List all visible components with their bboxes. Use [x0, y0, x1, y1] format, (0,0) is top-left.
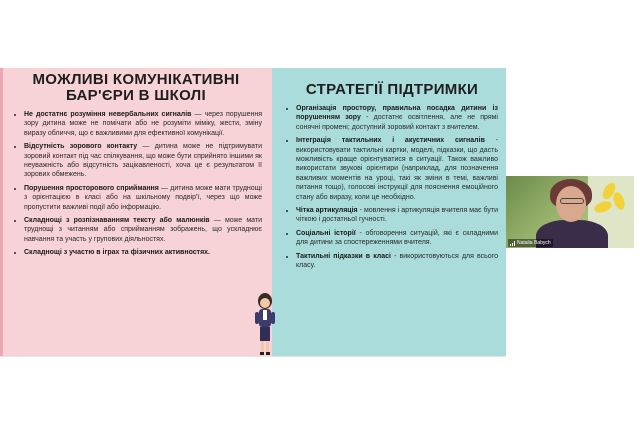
list-item: • Складнощі з розпізнаванням тексту або малюнків — може мати труднощі з читанням або сприйманням зображень, що ускладнює навчання та участь у групових діяльностях. — [24, 216, 262, 244]
barriers-panel — [0, 68, 272, 356]
list-item: • Організація простору, правильна посадка дитини із порушенням зору - достатнє освітлення, але не прямі сонячні промені; доступний зоровий контакт з вчителем. — [296, 104, 498, 132]
teacher-illustration — [252, 292, 278, 358]
signal-strength-icon — [510, 241, 515, 246]
list-item: • Чітка артикуляція - мовлення і артикуляція вчителя має бути чіткою і достатньої гучності. — [296, 206, 498, 225]
strategies-panel — [272, 68, 506, 356]
participant-face — [556, 186, 586, 222]
list-item: • Порушення просторового сприймання — дитина може мати труднощі з орієнтацією в класі або на шкільному подвір'ї, через що може пропустити важливі події або інформацію. — [24, 184, 262, 212]
list-item: • Соціальні історії - обговорення ситуацій, які є складними для дитини за спостереженнями вчителя. — [296, 229, 498, 248]
list-item: • Інтеграція тактильних і акустичних сигналів - використовувати тактильні картки, моделі, підказки, що дасть можливість краще орієнтуватися в ситуації. Також важливо використати звукові орієнтири (наприклад, для позначення важливих моментів на уроці, такі як зміни в темі, важливі питання тощо), голосові інструкції для пояснення емоційного стану або виразу, коли це необхідно. — [296, 136, 498, 202]
list-item: • Тактильні підказки в класі - використовуються для всього класу. — [296, 252, 498, 271]
list-item: • Не достатнє розуміння невербальних сигналів — через порушення зору дитина може не помічати або не розуміти міміку, жести, зміну виразу обличчя, що є важливими для ефективної комунікації. — [24, 110, 262, 138]
slide-bottom-border — [0, 356, 506, 357]
participant-name-tag — [508, 239, 553, 247]
participant-glasses — [560, 198, 584, 204]
list-item: • Відсутність зорового контакту — дитина може не підтримувати зоровий контакт під час спілкування, що може бути сприйнято іншими як неуважність або відсутність зацікавленості, хоча це є результатом її зорових обмежень. — [24, 142, 262, 180]
barriers-list — [14, 110, 266, 258]
participant-name: Natalia Babych — [517, 240, 551, 246]
participant-video-tile[interactable] — [506, 176, 634, 248]
list-item: • Складнощі з участю в іграх та фізичних активностях. — [24, 248, 262, 257]
strategies-list — [286, 104, 498, 271]
barriers-title: МОЖЛИВІ КОМУНІКАТИВНІ БАР'ЄРИ В ШКОЛІ — [32, 71, 240, 104]
strategies-title: СТРАТЕГІЇ ПІДТРИМКИ — [305, 81, 479, 98]
